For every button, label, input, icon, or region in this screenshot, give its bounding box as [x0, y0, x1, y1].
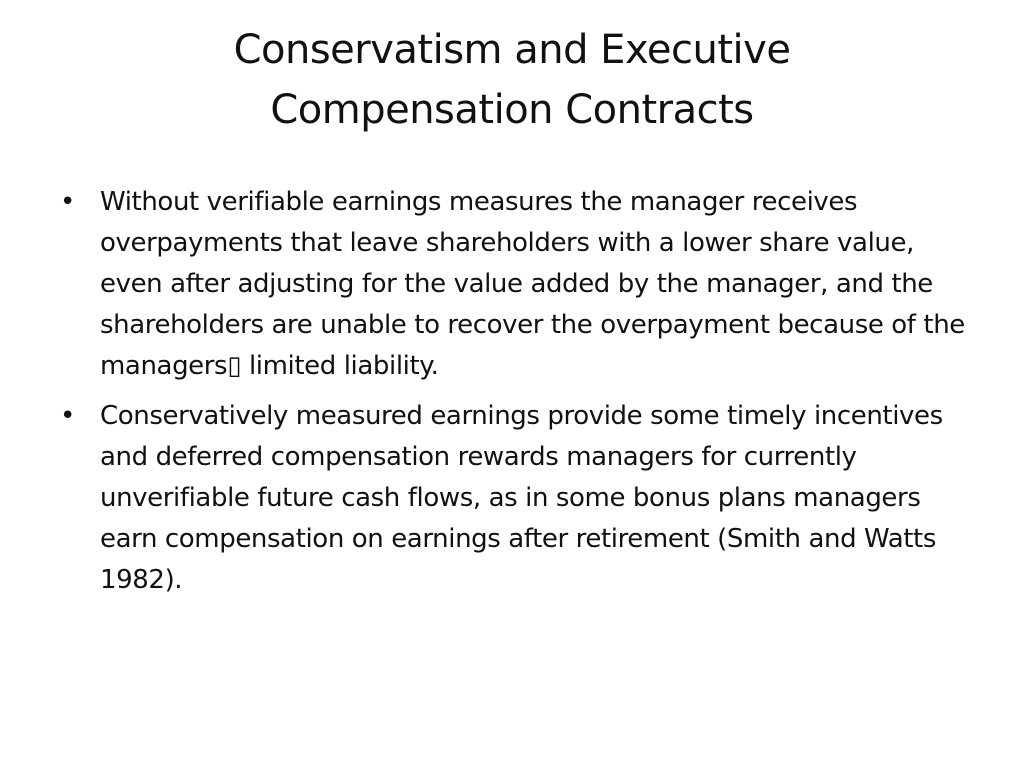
title-line-1: Conservatism and Executive: [233, 27, 791, 73]
title-line-2: Compensation Contracts: [270, 87, 754, 133]
bullet-icon: •: [60, 401, 75, 431]
bullet-text-2: Conservatively measured earnings provide some timely incentives and deferred compensation rewards managers for currently unverifiable future cash flows, as in some bonus plans managers earn compensation on earnings after retirement (Smith and Watts 1982).: [100, 401, 943, 595]
slide-title: [60, 20, 964, 140]
bullet-list: [60, 182, 970, 610]
bullet-text-1: Without verifiable earnings measures the manager receives overpayments that leave shareholders with a lower share value, even after adjusting for the value added by the manager, and the shareholders are unable to recover the overpayment because of the managers▯ limited liability.: [100, 187, 965, 381]
bullet-item-2: [60, 396, 970, 601]
bullet-item-1: [60, 182, 970, 387]
bullet-icon: •: [60, 187, 75, 217]
